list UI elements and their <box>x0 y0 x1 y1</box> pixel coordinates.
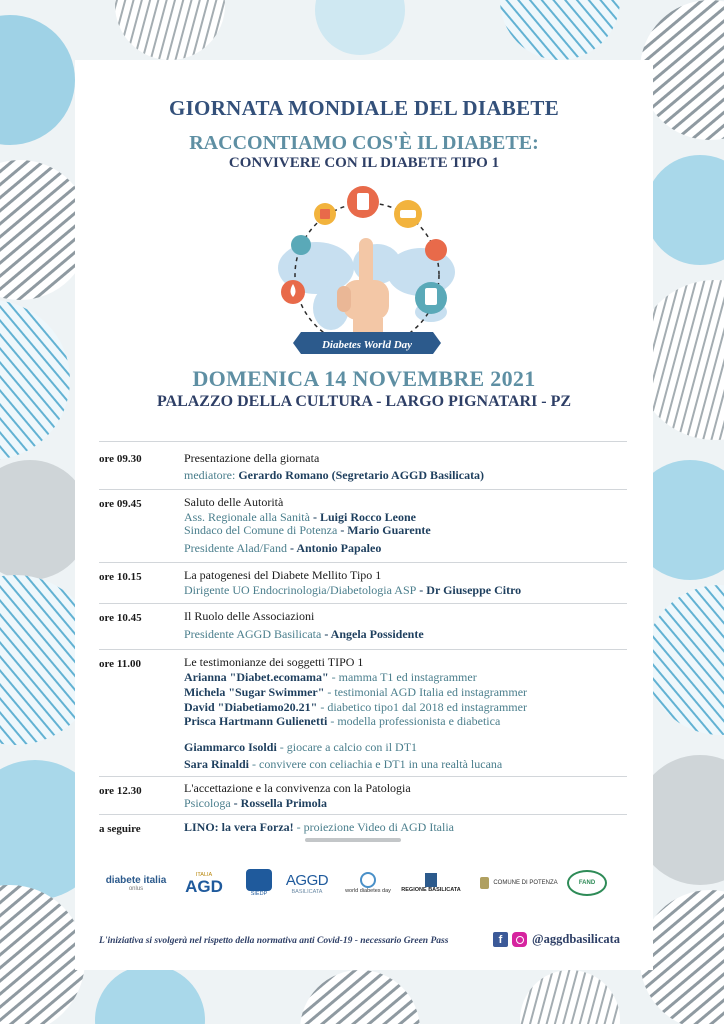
program-detail <box>184 740 417 755</box>
detail-role: Presidente AGGD Basilicata <box>184 627 322 641</box>
banner-text: Diabetes World Day <box>321 339 413 351</box>
coat-of-arms-icon <box>480 877 489 889</box>
detail-role: - modella professionista e diabetica <box>327 714 501 728</box>
divider <box>99 776 627 777</box>
program-title: Le testimonianze dei soggetti TIPO 1 <box>184 655 364 669</box>
event-date: DOMENICA 14 NOVEMBRE 2021 <box>192 366 536 391</box>
logo-fand: FAND <box>565 866 609 900</box>
speaker-name: Michela "Sugar Swimmer" <box>184 685 325 699</box>
detail-role: - convivere con celiachia e DT1 in una realtà lucana <box>249 757 503 771</box>
detail-role: Ass. Regionale alla Sanità <box>184 510 310 524</box>
time-slot: ore 11.00 <box>99 658 141 670</box>
divider <box>99 814 627 815</box>
time-slot: ore 10.15 <box>99 571 142 583</box>
detail-role: Dirigente UO Endocrinologia/Diabetologia ASP <box>184 583 417 597</box>
detail-role: mediatore: <box>184 468 239 482</box>
divider <box>99 562 627 563</box>
poster-subtitle-2: CONVIVERE CON IL DIABETE TIPO 1 <box>228 155 500 171</box>
program-detail <box>184 627 424 642</box>
social-links <box>493 932 620 947</box>
detail-role: Psicologa <box>184 796 231 810</box>
social-handle[interactable]: @aggdbasilicata <box>532 932 621 946</box>
program-detail <box>184 583 521 598</box>
event-venue: PALAZZO DELLA CULTURA - LARGO PIGNATARI - PZ <box>156 393 572 410</box>
time-slot: ore 09.30 <box>99 453 142 465</box>
blue-circle-icon <box>360 872 376 888</box>
logo-agd-italia: ITALIA AGD <box>185 871 223 896</box>
program-title: La patogenesi del Diabete Mellito Tipo 1 <box>184 568 382 582</box>
time-slot: a seguire <box>99 823 141 835</box>
logo-regione-basilicata: REGIONE BASILICATA <box>399 866 463 900</box>
poster-panel <box>75 60 653 970</box>
speaker-name: - Rossella Primola <box>230 796 327 810</box>
detail-role: - proiezione Video di AGD Italia <box>293 820 454 834</box>
video-title: LINO: la vera Forza! <box>184 820 294 834</box>
program-detail <box>184 468 484 483</box>
program-detail <box>184 523 431 538</box>
siedp-emblem <box>246 869 272 891</box>
speaker-name: - Antonio Papaleo <box>286 541 382 555</box>
program-detail <box>184 757 502 772</box>
covid-notice: L'iniziativa si svolgerà nel rispetto della normativa anti Covid-19 - necessario Green Pass <box>99 936 449 946</box>
poster-subtitle: RACCONTIAMO COS'È IL DIABETE: <box>189 132 539 154</box>
speaker-name: - Angela Possidente <box>321 627 424 641</box>
time-slot: ore 12.30 <box>99 785 142 797</box>
speaker-name: - Mario Guarente <box>337 523 431 537</box>
separator-bar <box>305 838 401 842</box>
speaker-name: - Luigi Rocco Leone <box>309 510 416 524</box>
program-detail <box>184 796 327 811</box>
speaker-name: Giammarco Isoldi <box>184 740 277 754</box>
speaker-name: David "Diabetiamo20.21" <box>184 700 318 714</box>
program-title: L'accettazione e la convivenza con la Patologia <box>184 781 411 795</box>
logo-world-diabetes-day: world diabetes day <box>339 866 397 900</box>
program-detail <box>184 700 527 715</box>
poster-title: GIORNATA MONDIALE DEL DIABETE <box>168 96 560 120</box>
facebook-icon[interactable]: f <box>493 932 508 947</box>
instagram-icon[interactable] <box>512 932 527 947</box>
diabetes-day-illustration <box>271 180 463 360</box>
program-title: Saluto delle Autorità <box>184 495 284 509</box>
program-title: Presentazione della giornata <box>184 451 320 465</box>
logo-comune-potenza: COMUNE DI POTENZA <box>477 866 561 900</box>
speaker-name: Gerardo Romano (Segretario AGGD Basilicata) <box>238 468 485 482</box>
time-slot: ore 09.45 <box>99 498 142 510</box>
program-detail <box>184 714 500 729</box>
detail-role: - mamma T1 ed instagrammer <box>328 670 477 684</box>
time-slot: ore 10.45 <box>99 612 142 624</box>
speaker-name: Arianna "Diabet.ecomama" <box>184 670 329 684</box>
detail-role: - diabetico tipo1 dal 2018 ed instagrammer <box>317 700 527 714</box>
speaker-name: - Dr Giuseppe Citro <box>416 583 522 597</box>
divider <box>99 441 627 442</box>
crest-icon <box>425 873 437 887</box>
logo-diabete-italia: diabete italia onlus <box>105 874 167 892</box>
divider <box>99 489 627 490</box>
detail-role: Sindaco del Comune di Potenza <box>184 523 338 537</box>
drop-icon-right <box>425 239 447 261</box>
speaker-name: Prisca Hartmann Gulienetti <box>184 714 328 728</box>
program-detail <box>184 820 454 835</box>
program-title: Il Ruolo delle Associazioni <box>184 609 315 623</box>
program-detail <box>184 670 477 685</box>
divider <box>99 603 627 604</box>
pill-icon <box>291 235 311 255</box>
speaker-name: Sara Rinaldi <box>184 757 250 771</box>
logo-aggd-basilicata: AGGD BASILICATA <box>285 871 329 895</box>
program-detail <box>184 685 527 700</box>
divider <box>99 649 627 650</box>
program-detail <box>184 541 381 556</box>
detail-role: - giocare a calcio con il DT1 <box>276 740 418 754</box>
logo-siedp: SIEDP <box>241 866 277 900</box>
detail-role: Presidente Alad/Fand <box>184 541 287 555</box>
detail-role: - testimonial AGD Italia ed instagrammer <box>324 685 528 699</box>
